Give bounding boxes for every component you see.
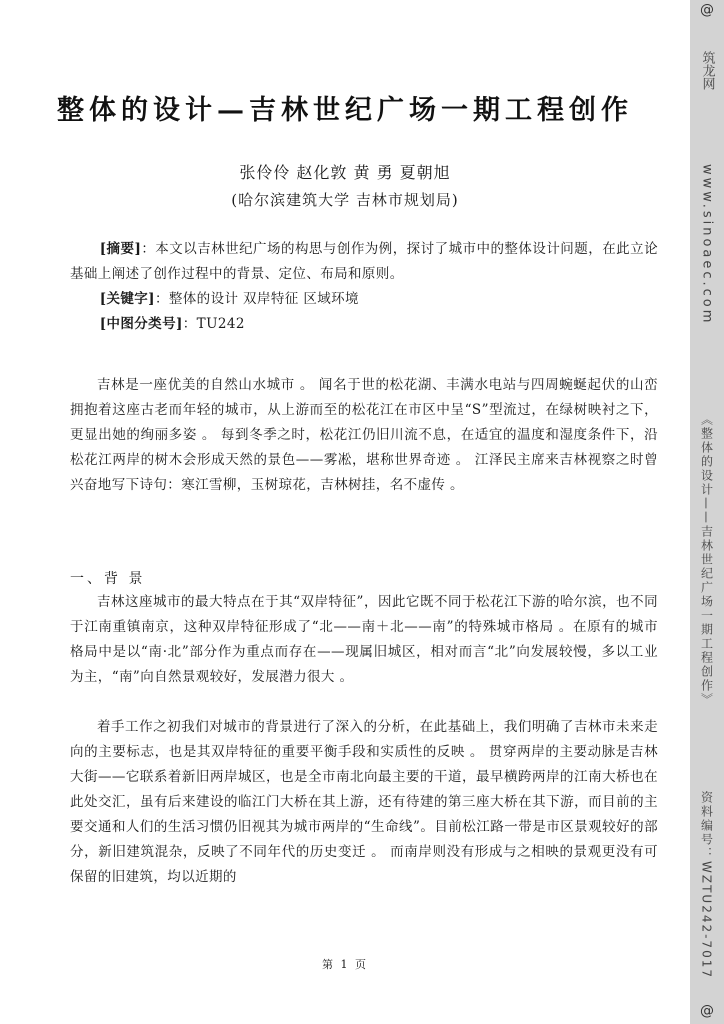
keywords-label: [关键字] xyxy=(99,291,155,307)
source-name: 筑龙网 xyxy=(699,50,715,90)
section-heading: 一、背 景 xyxy=(70,571,146,587)
section-body-2 xyxy=(70,715,658,890)
section-paragraph-2: 着手工作之初我们对城市的背景进行了深入的分析，在此基础上，我们明确了吉林市未来走向的主要标志，也是其双岸特征的重要平衡手段和实质性的反映 。 贯穿两岸的主要动脉是吉林大街——它联系着新旧两岸城区，也是全市南北向最主要的干道，最早横跨两岸的江南大桥也在此处交汇，虽有后来建设的临江门大桥在其上游，还有待建的第三座大桥在其下游，而目前的主要交通和人们的生活习惯仍旧视其为城市两岸的“生命线”。目前松江路一带是市区景观较好的部分，新旧建筑混杂，反映了不同年代的历史变迁 。 而南岸则没有形成与之相映的景观更没有可保留的旧建筑，均以近期的 xyxy=(70,719,658,885)
section-paragraph-1: 吉林这座城市的最大特点在于其“双岸特征”，因此它既不同于松花江下游的哈尔滨，也不同于江南重镇南京，这种双岸特征形成了“北——南＋北——南”的特殊城市格局 。在原有的城市格局中是以“南·北”部分作为重点而存在——现属旧城区，相对而言“北”向发展较慢，多以工业为主，“南”向自然景观较好，发展潜力很大 。 xyxy=(70,594,658,685)
classification-text: ：TU242 xyxy=(182,316,245,332)
doc-number: 资料编号：WZTU242-7017 xyxy=(699,791,714,979)
abstract-block xyxy=(70,237,658,337)
doc-title-vertical: 《整体的设计——吉林世纪广场一期工程创作》 xyxy=(699,413,714,707)
authors-line: 张伶伶 赵化敦 黄 勇 夏朝旭 xyxy=(239,163,451,182)
classification-label: [中图分类号] xyxy=(99,316,183,332)
keywords-text: ：整体的设计 双岸特征 区域环境 xyxy=(154,291,359,307)
copyright-icon-bottom: @ xyxy=(700,1003,714,1019)
copyright-icon-top: @ xyxy=(700,2,714,18)
abstract-label: [摘要] xyxy=(99,241,142,257)
page-footer: 第 1 页 xyxy=(322,958,368,971)
intro-paragraph: 吉林是一座优美的自然山水城市 。 闻名于世的松花湖、丰满水电站与四周蜿蜒起伏的山峦拥抱着这座古老而年轻的城市，从上游而至的松花江在市区中呈“S”型流过，在绿树映衬之下，更显出她的绚丽多姿 。 每到冬季之时，松花江仍旧川流不息，在适宜的温度和湿度条件下，沿松花江两岸的树木会形成天然的景色——雾凇，堪称世界奇迹 。 江泽民主席来吉林视察之时曾兴奋地写下诗句：寒江雪柳，玉树琼花，吉林树挂，名不虚传 。 xyxy=(70,377,658,493)
website-link[interactable]: www.sinoaec.com xyxy=(699,164,715,326)
affiliation-line: (哈尔滨建筑大学 吉林市规划局) xyxy=(231,191,459,209)
document-title: 整体的设计—吉林世纪广场一期工程创作 xyxy=(57,95,633,126)
section-body-1 xyxy=(70,590,658,690)
intro-block xyxy=(70,373,658,498)
watermark-sidebar xyxy=(690,0,724,1024)
abstract-text: ：本文以吉林世纪广场的构思与创作为例，探讨了城市中的整体设计问题，在此立论基础上阐述了创作过程中的背景、定位、布局和原则。 xyxy=(70,241,658,282)
